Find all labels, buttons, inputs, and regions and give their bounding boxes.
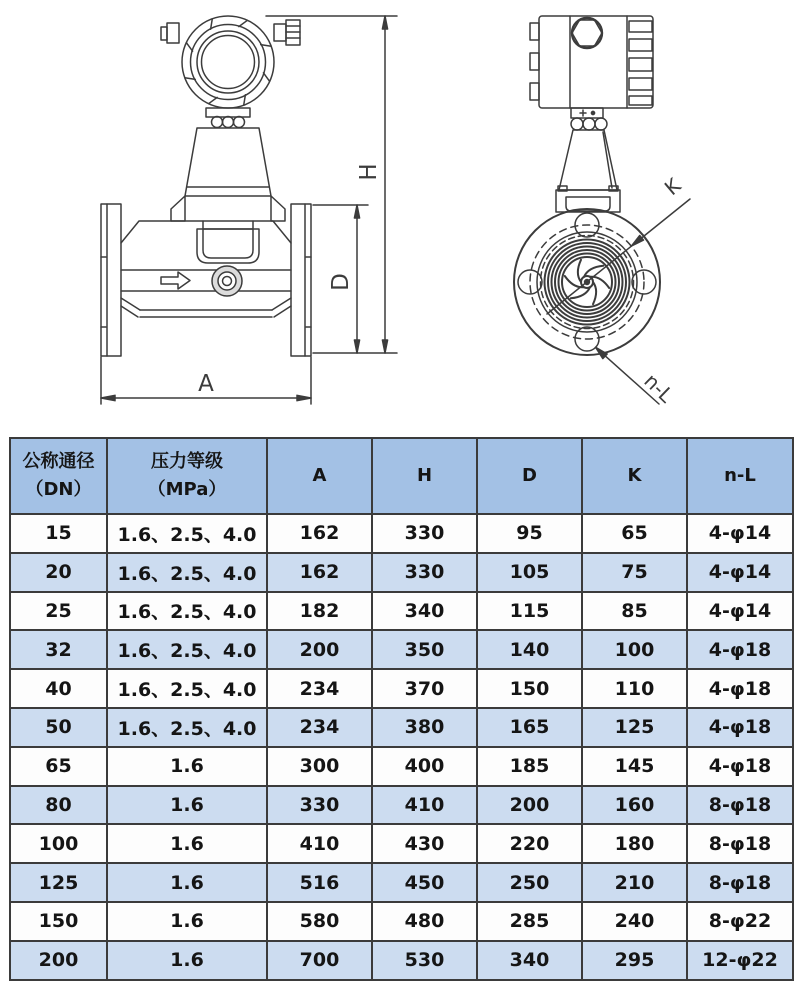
table-cell: 125 — [10, 863, 107, 902]
dim-label-D: D — [328, 273, 354, 291]
column-header — [477, 438, 582, 514]
table-cell: 1.6 — [107, 863, 267, 902]
table-cell: 40 — [10, 669, 107, 708]
table-row — [10, 941, 793, 980]
dim-label-H: H — [356, 163, 382, 181]
column-header — [107, 438, 267, 514]
column-title: A — [312, 465, 327, 487]
table-cell: 200 — [477, 786, 582, 825]
table-cell: 1.6 — [107, 902, 267, 941]
table-cell: 4-φ18 — [687, 669, 793, 708]
table-cell: 350 — [372, 630, 477, 669]
table-cell: 480 — [372, 902, 477, 941]
table-cell: 8-φ18 — [687, 786, 793, 825]
table-cell: 400 — [372, 747, 477, 786]
column-subtitle: （MPa） — [147, 479, 227, 500]
table-cell: 1.6 — [107, 941, 267, 980]
table-cell: 530 — [372, 941, 477, 980]
table-cell: 25 — [10, 592, 107, 631]
table-cell: 220 — [477, 824, 582, 863]
table-cell: 160 — [582, 786, 687, 825]
column-title: 公称通径 — [22, 451, 95, 473]
column-title: K — [627, 465, 642, 487]
column-header — [372, 438, 477, 514]
table-cell: 1.6 — [107, 824, 267, 863]
sight-glass — [212, 266, 242, 296]
table-cell: 285 — [477, 902, 582, 941]
column-header — [10, 438, 107, 514]
side-neck — [556, 108, 620, 212]
table-cell: 234 — [267, 669, 372, 708]
table-cell: 370 — [372, 669, 477, 708]
table-cell: 1.6、2.5、4.0 — [107, 553, 267, 592]
side-fitting — [161, 23, 179, 43]
table-cell: 140 — [477, 630, 582, 669]
table-cell: 105 — [477, 553, 582, 592]
dim-label-K: K — [659, 173, 686, 201]
table-cell: 580 — [267, 902, 372, 941]
table-cell: 12-φ22 — [687, 941, 793, 980]
table-row — [10, 824, 793, 863]
hex-plug-icon — [572, 20, 602, 46]
front-view — [101, 16, 311, 356]
bracket-right — [271, 196, 285, 221]
table-cell: 250 — [477, 863, 582, 902]
table-cell: 340 — [372, 592, 477, 631]
table-cell: 180 — [582, 824, 687, 863]
table-cell: 295 — [582, 941, 687, 980]
table-cell: 110 — [582, 669, 687, 708]
table-cell: 125 — [582, 708, 687, 747]
table-cell: 516 — [267, 863, 372, 902]
table-cell: 20 — [10, 553, 107, 592]
table-cell: 4-φ14 — [687, 553, 793, 592]
table-cell: 430 — [372, 824, 477, 863]
table-row — [10, 708, 793, 747]
table-cell: 100 — [10, 824, 107, 863]
table-cell: 8-φ22 — [687, 902, 793, 941]
table-cell: 75 — [582, 553, 687, 592]
column-subtitle: （DN） — [25, 479, 92, 500]
table-cell: 210 — [582, 863, 687, 902]
column-header — [687, 438, 793, 514]
technical-drawing — [0, 0, 800, 434]
table-cell: 1.6 — [107, 747, 267, 786]
column-title: 压力等级 — [151, 451, 223, 473]
table-cell: 1.6、2.5、4.0 — [107, 514, 267, 553]
flow-arrow-icon — [161, 272, 190, 289]
flowmeter-dimension-drawing — [0, 0, 800, 434]
table-cell: 200 — [267, 630, 372, 669]
table-cell: 95 — [477, 514, 582, 553]
table-row — [10, 592, 793, 631]
table-cell: 380 — [372, 708, 477, 747]
table-row — [10, 902, 793, 941]
flange-right — [291, 204, 311, 356]
table-cell: 330 — [372, 553, 477, 592]
table-cell: 4-φ18 — [687, 747, 793, 786]
table-cell: 200 — [10, 941, 107, 980]
table-cell: 4-φ14 — [687, 592, 793, 631]
table-cell: 150 — [477, 669, 582, 708]
table-cell: 182 — [267, 592, 372, 631]
table-cell: 4-φ18 — [687, 708, 793, 747]
table-cell: 4-φ18 — [687, 630, 793, 669]
table-cell: 162 — [267, 553, 372, 592]
column-title: n-L — [724, 465, 756, 487]
table-cell: 410 — [372, 786, 477, 825]
transmitter-head — [182, 16, 274, 108]
flange-left — [101, 204, 121, 356]
dimension-H — [266, 16, 397, 353]
table-cell: 700 — [267, 941, 372, 980]
table-cell: 410 — [267, 824, 372, 863]
table-row — [10, 863, 793, 902]
table-cell: 15 — [10, 514, 107, 553]
table-cell: 100 — [582, 630, 687, 669]
table-cell: 50 — [10, 708, 107, 747]
table-cell: 32 — [10, 630, 107, 669]
column-header — [267, 438, 372, 514]
dimension-table-header — [10, 438, 793, 514]
column-title: D — [522, 465, 537, 487]
table-cell: 8-φ18 — [687, 863, 793, 902]
table-cell: 65 — [582, 514, 687, 553]
table-cell: 65 — [10, 747, 107, 786]
table-cell: 1.6、2.5、4.0 — [107, 592, 267, 631]
side-view — [514, 16, 690, 404]
table-cell: 1.6、2.5、4.0 — [107, 708, 267, 747]
dimension-table-body — [10, 514, 793, 980]
column-header — [582, 438, 687, 514]
meter-body — [121, 221, 291, 317]
table-row — [10, 669, 793, 708]
table-cell: 240 — [582, 902, 687, 941]
table-cell: 1.6、2.5、4.0 — [107, 630, 267, 669]
table-cell: 340 — [477, 941, 582, 980]
table-row — [10, 553, 793, 592]
neck — [185, 108, 271, 196]
table-cell: 85 — [582, 592, 687, 631]
table-cell: 1.6、2.5、4.0 — [107, 669, 267, 708]
table-cell: 1.6 — [107, 786, 267, 825]
table-cell: 115 — [477, 592, 582, 631]
bracket-left — [171, 196, 185, 221]
table-cell: 330 — [267, 786, 372, 825]
dim-label-A: A — [198, 371, 214, 397]
table-cell: 8-φ18 — [687, 824, 793, 863]
dim-label-nL: n-L — [639, 368, 679, 408]
transmitter-housing-side — [530, 16, 653, 108]
table-cell: 4-φ14 — [687, 514, 793, 553]
table-cell: 185 — [477, 747, 582, 786]
column-title: H — [416, 465, 433, 487]
table-row — [10, 630, 793, 669]
table-row — [10, 786, 793, 825]
table-row — [10, 514, 793, 553]
table-row — [10, 747, 793, 786]
table-cell: 300 — [267, 747, 372, 786]
table-cell: 330 — [372, 514, 477, 553]
dimension-table — [9, 437, 794, 981]
table-cell: 234 — [267, 708, 372, 747]
table-cell: 145 — [582, 747, 687, 786]
table-cell: 450 — [372, 863, 477, 902]
table-cell: 150 — [10, 902, 107, 941]
table-cell: 162 — [267, 514, 372, 553]
table-cell: 165 — [477, 708, 582, 747]
cable-gland-icon — [274, 20, 300, 45]
table-cell: 80 — [10, 786, 107, 825]
